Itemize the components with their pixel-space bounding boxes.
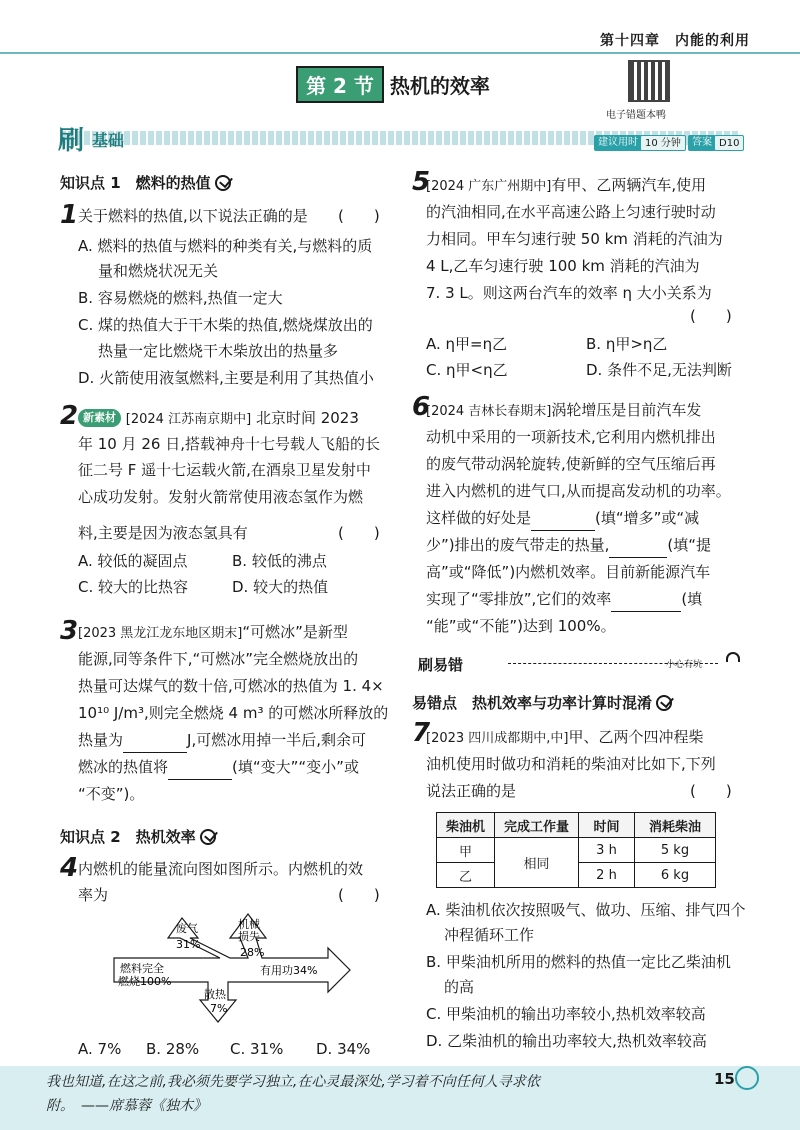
question-text: 北京时间 2023 (255, 409, 359, 427)
question-number: 6 (412, 392, 431, 422)
question-text: 油机使用时做功和消耗的柴油对比如下,下列 (426, 755, 716, 773)
question-text: (填“增多”或“减 (595, 509, 700, 527)
option-a[interactable]: A. η甲=η乙 (426, 335, 508, 353)
question-text: 心成功发射。发射火箭常使用液态氢作为燃 (78, 488, 364, 506)
table-cell: 5 kg (635, 838, 716, 863)
knowledge-point-2 (60, 826, 216, 847)
heat-loss-value: 7% (210, 1002, 228, 1015)
brush-icon: 刷 (58, 126, 85, 156)
input-label: 燃料完全 (120, 962, 164, 975)
new-material-badge: 新素材 (78, 409, 121, 427)
question-line (78, 729, 366, 753)
option-c[interactable]: C. 31% (230, 1040, 284, 1058)
question-text: 的汽油相同,在水平高速公路上匀速行驶时动 (426, 203, 716, 221)
footer-quote (46, 1070, 696, 1118)
table-header: 完成工作量 (495, 813, 579, 838)
question-text: “不变”)。 (78, 785, 145, 803)
question-line (426, 399, 701, 423)
section-title: 热机的效率 (389, 73, 490, 98)
brush-label: 基础 (92, 131, 125, 150)
answer-paren[interactable]: ( ) (338, 207, 380, 225)
option-a[interactable]: A. 柴油机依次按照吸气、做功、压缩、排气四个 (426, 901, 746, 919)
energy-flow-diagram (110, 908, 355, 1026)
table-cell: 3 h (579, 838, 635, 863)
question-number: 2 (60, 401, 79, 431)
question-text: (填“提 (667, 536, 712, 554)
question-number: 3 (60, 616, 79, 646)
question-text: (填 (681, 590, 703, 608)
suggested-time-label: 建议用时 (594, 135, 642, 151)
option-d[interactable]: D. 火箭使用液氢燃料,主要是利用了其热值小 (78, 369, 374, 387)
suggested-time-value: 10 分钟 (640, 135, 686, 151)
answer-paren[interactable]: ( ) (690, 307, 732, 325)
question-text: 率为 (78, 886, 109, 904)
question-text: 能源,同等条件下,“可燃冰”完全燃烧放出的 (78, 650, 359, 668)
comparison-table (436, 812, 716, 888)
option-b[interactable]: B. 容易燃烧的燃料,热值一定大 (78, 289, 283, 307)
table-cell: 相同 (495, 838, 579, 888)
input-label-2: 燃烧100% (118, 975, 172, 988)
answer-page: D10 (714, 135, 744, 151)
header-rule (0, 52, 800, 54)
question-source: [2024 江苏南京期中] (125, 412, 252, 427)
knowledge-point-2-label: 知识点 2 热机效率 (60, 828, 196, 846)
question-text: (填“变大”“变小”或 (232, 758, 359, 776)
option-b[interactable]: B. 28% (146, 1040, 200, 1058)
option-a[interactable]: A. 7% (78, 1040, 122, 1058)
answer-paren[interactable]: ( ) (338, 886, 380, 904)
option-c[interactable]: C. η甲<η乙 (426, 361, 508, 379)
fill-blank[interactable] (168, 756, 232, 780)
question-line (78, 621, 348, 645)
qr-code-icon[interactable] (628, 60, 670, 102)
question-text: 这样做的好处是 (426, 509, 532, 527)
useful-work-label: 有用功34% (260, 964, 318, 977)
mech-loss-value: 28% (240, 946, 265, 959)
heat-loss-label: 散热 (204, 988, 226, 1001)
question-number: 5 (412, 167, 431, 197)
question-number: 4 (60, 853, 79, 883)
answer-label: 答案 (688, 135, 716, 151)
question-text: “可燃冰”是新型 (242, 623, 348, 641)
question-text: 料,主要是因为液态氢具有 (78, 524, 248, 542)
table-header: 柴油机 (437, 813, 495, 838)
option-a-cont: 冲程循环工作 (444, 926, 535, 944)
footer-quote-line-1: 我也知道,在这之前,我必须先要学习独立,在心灵最深处,学习着不向任何人寻求依 (46, 1074, 540, 1090)
check-target-icon (200, 829, 216, 845)
question-text: 说法正确的是 (426, 782, 517, 800)
table-cell: 乙 (437, 863, 495, 888)
swirl-icon (735, 1066, 759, 1090)
question-source: [2024 吉林长春期末] (426, 404, 552, 419)
section-title-block (282, 66, 504, 102)
question-text: 有甲、乙两辆汽车,使用 (551, 176, 707, 194)
exhaust-label: 废气 (176, 922, 198, 935)
option-d[interactable]: D. 34% (316, 1040, 371, 1058)
table-cell: 甲 (437, 838, 495, 863)
question-source: [2023 四川成都期中,中] (426, 731, 569, 746)
question-text: 10¹⁰ J/m³,则完全燃烧 4 m³ 的可燃冰所释放的 (78, 704, 389, 722)
question-text: “能”或“不能”)达到 100%。 (426, 617, 616, 635)
question-text: 高”或“降低”)内燃机效率。目前新能源汽车 (426, 563, 711, 581)
fill-blank[interactable] (123, 729, 187, 753)
error-point-label: 易错点 热机效率与功率计算时混淆 (412, 694, 653, 712)
option-b-cont: 的高 (444, 978, 475, 996)
question-source: [2024 广东广州期中] (426, 179, 552, 194)
question-number: 1 (60, 200, 79, 230)
footer-quote-line-2: 附。 ——席慕蓉《独木》 (46, 1098, 207, 1114)
option-b[interactable]: B. 较低的沸点 (232, 552, 327, 570)
fill-blank[interactable] (531, 507, 595, 531)
option-d[interactable]: D. 条件不足,无法判断 (586, 361, 732, 379)
question-text: 内燃机的能量流向图如图所示。内燃机的效 (78, 860, 364, 878)
knowledge-point-1-label: 知识点 1 燃料的热值 (60, 174, 211, 192)
table-row (437, 838, 716, 863)
option-d[interactable]: D. 较大的热值 (232, 578, 329, 596)
question-text: 4 L,乙车匀速行驶 100 km 消耗的汽油为 (426, 257, 700, 275)
question-text: 热量可达煤气的数十倍,可燃冰的热值为 1. 4× (78, 677, 384, 695)
question-line (426, 726, 704, 750)
option-a[interactable]: A. 较低的凝固点 (78, 552, 188, 570)
table-header-row (437, 813, 716, 838)
question-text: 涡轮增压是目前汽车发 (551, 401, 702, 419)
question-line (426, 534, 711, 558)
question-line (426, 507, 699, 531)
check-target-icon (215, 175, 231, 191)
question-text: 7. 3 L。则这两台汽车的效率 η 大小关系为 (426, 284, 712, 302)
option-c[interactable]: C. 甲柴油机的输出功率较小,热机效率较高 (426, 1005, 706, 1023)
mech-loss-label: 机械 (238, 918, 260, 931)
mech-loss-label-2: 损失 (238, 930, 260, 943)
answer-paren[interactable]: ( ) (690, 782, 732, 800)
error-section-head: 刷易错 (418, 656, 464, 674)
error-point (412, 692, 672, 713)
error-section-tag: 小心有坑 (666, 660, 703, 670)
question-line (78, 756, 359, 780)
question-line (426, 174, 706, 198)
answer-paren[interactable]: ( ) (338, 524, 380, 542)
qr-label: 电子错题本鸭 (606, 110, 666, 121)
option-c[interactable]: C. 煤的热值大于干木柴的热值,燃烧煤放出的 (78, 316, 373, 334)
table-cell: 6 kg (635, 863, 716, 888)
question-text: 燃冰的热值将 (78, 758, 169, 776)
question-source: [2023 黑龙江龙东地区期末] (78, 626, 243, 641)
option-b[interactable]: B. η甲>η乙 (586, 335, 668, 353)
option-b[interactable]: B. 甲柴油机所用的燃料的热值一定比乙柴油机 (426, 953, 731, 971)
fill-blank[interactable] (609, 534, 667, 558)
question-text: 实现了“零排放”,它们的效率 (426, 590, 612, 608)
check-target-icon (656, 695, 672, 711)
question-number: 7 (412, 718, 431, 748)
question-text: 热量为 (78, 731, 124, 749)
question-text: 甲、乙两个四冲程柴 (568, 728, 704, 746)
section-badge: 第 2 节 (296, 66, 384, 103)
option-c-cont: 热量一定比燃烧干木柴放出的热量多 (98, 342, 339, 360)
question-text: 少”)排出的废气带走的热量, (426, 536, 610, 554)
question-text: 征二号 F 遥十七运载火箭,在酒泉卫星发射中 (78, 461, 371, 479)
option-a-cont: 量和燃烧状况无关 (98, 262, 219, 280)
question-text: 力相同。甲车匀速行驶 50 km 消耗的汽油为 (426, 230, 723, 248)
table-header: 时间 (579, 813, 635, 838)
question-line (78, 407, 359, 431)
question-text: 年 10 月 26 日,搭载神舟十七号载人飞船的长 (78, 435, 381, 453)
sun-icon (726, 652, 740, 662)
option-a[interactable]: A. 燃料的热值与燃料的种类有关,与燃料的质 (78, 237, 373, 255)
question-text: 进入内燃机的进气口,从而提高发动机的功率。 (426, 482, 731, 500)
page-number: 15 (714, 1070, 735, 1088)
table-header: 消耗柴油 (635, 813, 716, 838)
exhaust-value: 31% (176, 938, 201, 951)
table-cell: 2 h (579, 863, 635, 888)
question-text: 动机中采用的一项新技术,它利用内燃机排出 (426, 428, 716, 446)
option-d[interactable]: D. 乙柴油机的输出功率较大,热机效率较高 (426, 1032, 707, 1050)
question-text: 的废气带动涡轮旋转,使新鲜的空气压缩后再 (426, 455, 716, 473)
knowledge-point-1 (60, 172, 231, 193)
question-line (426, 588, 702, 612)
chapter-title: 第十四章 内能的利用 (600, 33, 750, 49)
question-stem: 关于燃料的热值,以下说法正确的是 (78, 207, 308, 225)
option-c[interactable]: C. 较大的比热容 (78, 578, 189, 596)
question-text: J,可燃冰用掉一半后,剩余可 (187, 731, 366, 749)
fill-blank[interactable] (611, 588, 681, 612)
